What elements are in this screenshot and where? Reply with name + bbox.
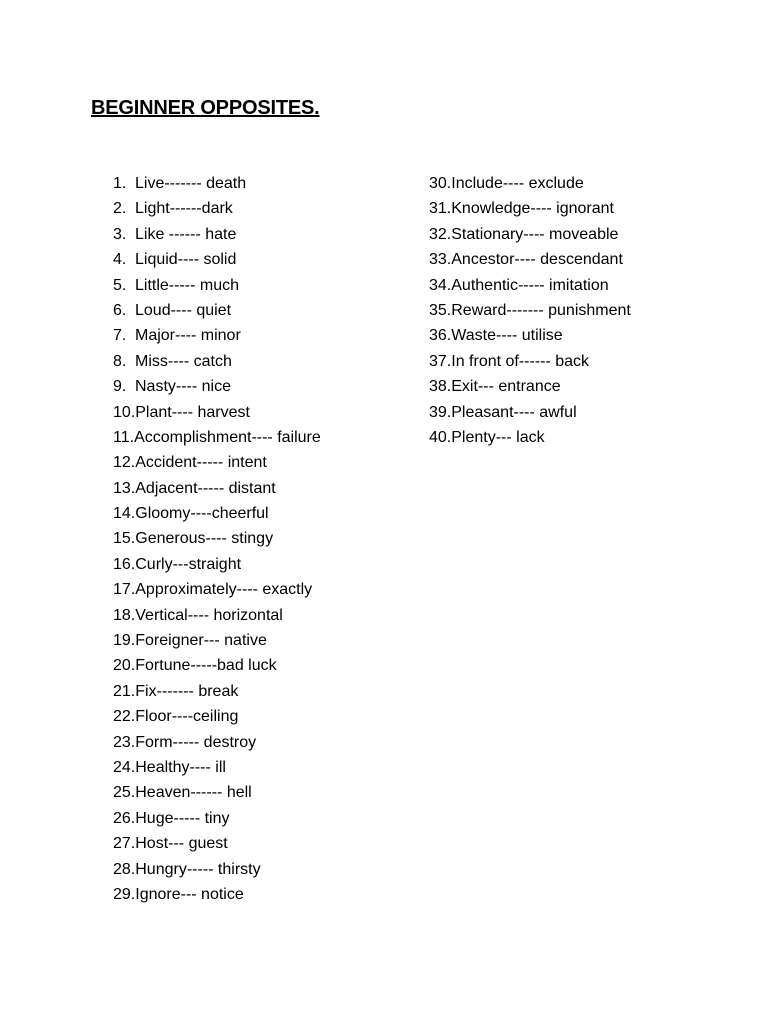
list-item-number: 17. [113,581,136,599]
list-item-number: 29. [113,885,136,903]
list-item [113,196,321,221]
list-item [429,374,631,399]
list-item-number: 36. [429,327,452,345]
list-item-text: Little----- much [135,276,240,294]
list-item-number: 6. [113,301,127,319]
list-item-text: Stationary---- moveable [451,225,619,243]
list-item-text: Plant---- harvest [135,403,250,421]
list-item [113,806,321,831]
list-item-number: 5. [113,276,127,294]
list-item-text: Major---- minor [135,327,241,345]
opposites-list-left [113,171,321,907]
opposites-list-right [429,171,631,450]
list-item-number: 32. [429,225,452,243]
list-item [113,882,321,907]
list-item-text: Exit--- entrance [451,378,561,396]
list-item-number: 34. [429,276,452,294]
list-item-text: Loud---- quiet [135,301,232,319]
list-item-text: Ignore--- notice [135,885,244,903]
list-item-text: Adjacent----- distant [135,479,276,497]
list-item [113,603,321,628]
list-item [113,653,321,678]
list-item-text: Healthy---- ill [135,758,226,776]
list-item-number: 35. [429,301,452,319]
list-item-text: Accident----- intent [135,454,267,472]
list-item [113,704,321,729]
list-item [113,425,321,450]
list-item [113,730,321,755]
list-item-number: 18. [113,606,136,624]
list-item-number: 8. [113,352,127,370]
list-item-text: Fortune-----bad luck [135,657,277,675]
list-item-number: 22. [113,708,136,726]
list-item-text: In front of------ back [451,352,590,370]
list-item [429,222,631,247]
list-item-text: Include---- exclude [451,175,584,192]
list-item-text: Light------dark [135,200,233,218]
list-item-number: 30. [429,175,452,192]
list-item-number: 4. [113,251,127,269]
list-item [429,400,631,425]
list-item-text: Waste---- utilise [451,327,563,345]
list-item [113,171,321,196]
list-item-text: Miss---- catch [135,352,232,370]
list-item [113,501,321,526]
list-item-text: Approximately---- exactly [135,581,313,599]
list-item-number: 20. [113,657,136,675]
list-item [113,552,321,577]
list-item [113,476,321,501]
list-item-number: 14. [113,505,136,523]
list-item-text: Liquid---- solid [135,251,237,269]
list-item-number: 3. [113,225,127,243]
list-item [429,298,631,323]
list-item-number: 16. [113,555,136,573]
list-item-text: Pleasant---- awful [451,403,577,421]
list-item-number: 15. [113,530,136,548]
list-item-text: Fix------- break [135,682,239,700]
list-item-number: 38. [429,378,452,396]
list-item [113,400,321,425]
list-item-number: 2. [113,200,127,218]
list-item [113,247,321,272]
list-item [113,323,321,348]
list-item [429,349,631,374]
list-item [113,222,321,247]
list-item-text: Curly---straight [135,555,242,573]
list-item-text: Vertical---- horizontal [135,606,283,624]
list-item [113,679,321,704]
list-item-text: Accomplishment---- failure [134,428,321,446]
list-item [113,577,321,602]
list-item-text: Huge----- tiny [135,809,230,827]
list-item-text: Authentic----- imitation [451,276,609,294]
list-item [429,171,631,196]
list-item-text: Foreigner--- native [135,632,267,650]
list-item-text: Knowledge---- ignorant [451,200,614,218]
list-item [113,857,321,882]
list-item-text: Live------- death [135,175,247,192]
list-item [113,298,321,323]
list-item-number: 39. [429,403,452,421]
list-item [113,831,321,856]
list-item-number: 40. [429,428,452,446]
list-item-text: Reward------- punishment [451,301,631,319]
list-item-text: Like ------ hate [135,225,237,243]
list-item-number: 28. [113,860,136,878]
list-item-number: 25. [113,784,136,802]
page-title: BEGINNER OPPOSITES. [91,97,320,119]
list-item-text: Host--- guest [135,835,228,853]
list-item-number: 9. [113,378,127,396]
list-item [429,196,631,221]
list-item [113,273,321,298]
list-item-text: Floor----ceiling [135,708,239,726]
list-item-text: Hungry----- thirsty [135,860,261,878]
list-item-text: Generous---- stingy [135,530,274,548]
list-item [429,273,631,298]
list-item-number: 13. [113,479,136,497]
list-item-number: 37. [429,352,452,370]
list-item [113,349,321,374]
list-item-text: Heaven------ hell [135,784,252,802]
list-item-number: 31. [429,200,452,218]
list-item [429,247,631,272]
list-item-number: 1. [113,175,127,192]
list-item [113,450,321,475]
list-item-number: 7. [113,327,127,345]
list-item-text: Ancestor---- descendant [451,251,623,269]
list-item-number: 24. [113,758,136,776]
list-item [429,323,631,348]
list-item-number: 21. [113,682,136,700]
list-item-text: Plenty--- lack [451,428,545,446]
list-item [113,780,321,805]
list-item-text: Gloomy----cheerful [135,505,269,523]
list-item-number: 12. [113,454,136,472]
list-item [113,374,321,399]
list-item-number: 11. [113,428,135,446]
list-item-text: Form----- destroy [135,733,257,751]
list-item-number: 27. [113,835,136,853]
list-item-number: 33. [429,251,452,269]
list-item [429,425,631,450]
list-item-number: 23. [113,733,136,751]
list-item-text: Nasty---- nice [135,378,232,396]
list-item [113,755,321,780]
list-item-number: 19. [113,632,136,650]
list-item [113,526,321,551]
list-item [113,628,321,653]
list-item-number: 10. [113,403,136,421]
list-item-number: 26. [113,809,136,827]
